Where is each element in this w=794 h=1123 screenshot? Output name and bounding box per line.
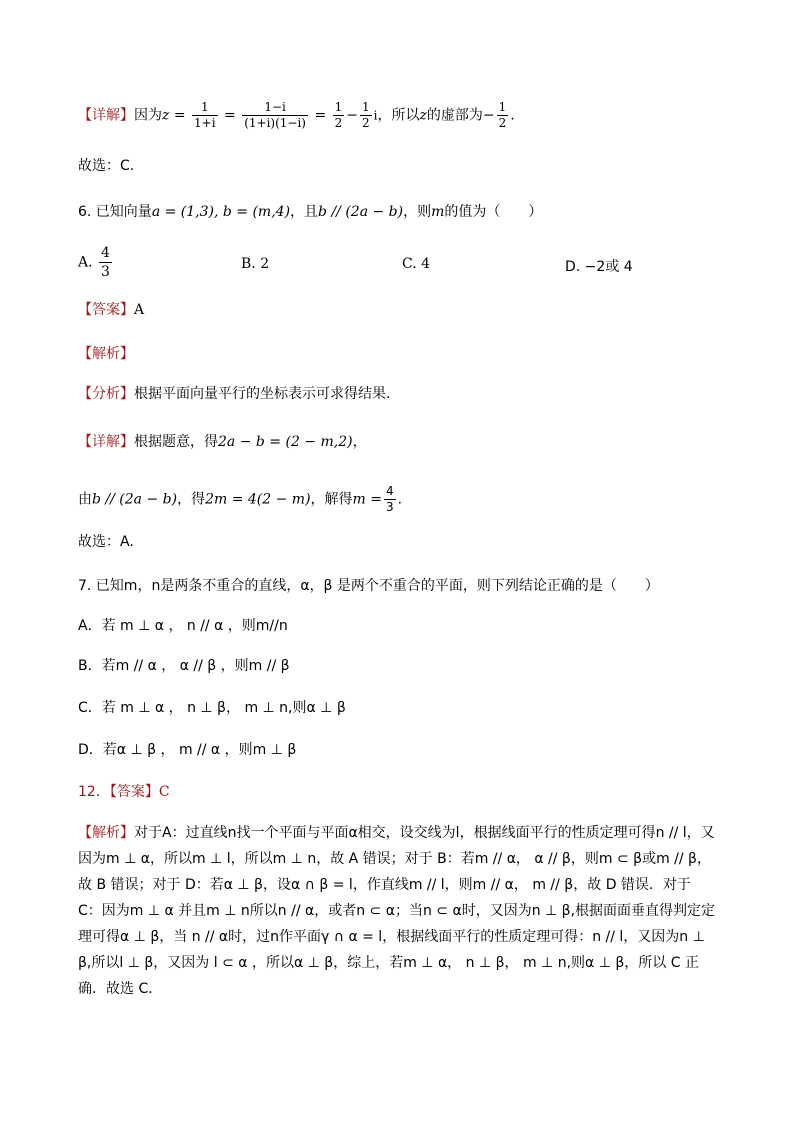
detail-end: ， bbox=[352, 434, 367, 450]
analysis-text: 对于A：过直线n找一个平面与平面α相交，设交线为l，根据线面平行的性质定理可得n // l，又因为m ⊥ α，所以m ⊥ l，所以m ⊥ n，故 A 错误；对于 B：若m // α， α // β，则m ⊂ β或m // β，故 B 错误；对于 D：若α ⊥ β，设α ∩ β = l，作直线m // l，则m // α， m // β，故 D 错误．对于 C：因为m ⊥ α 并且m ⊥ n所以n // α，或者n ⊂ α；当n ⊂ α时，又因为n ⊥ β,根据面面垂直得判定定理可得α ⊥ β，当 n // α时，过n作平面γ ∩ α = l，根据线面平行的性质定理可得：n // l，又因为n ⊥ β,所以l ⊥ β，又因为 l ⊂ α ，所以α ⊥ β，综上，若m ⊥ α， n ⊥ β， m ⊥ n,则α ⊥ β，所以 C 正确．故选 C． bbox=[78, 825, 716, 997]
detail-text: 根据题意，得 bbox=[134, 434, 218, 450]
q7-option-c: C．若 m ⊥ α ， n ⊥ β， m ⊥ n,则α ⊥ β bbox=[78, 700, 346, 716]
detail2-fraction: $\frac{4}{3}$ bbox=[386, 484, 394, 514]
q6-stem-mid2: ，则 bbox=[403, 204, 432, 220]
equals: = bbox=[173, 107, 186, 124]
q6-stem-prefix: 6. 已知向量 bbox=[78, 204, 152, 220]
q7-option-a: A．若 m ⊥ α ， n // α ，则m//n bbox=[78, 618, 288, 634]
q5-choice: 故选：C. bbox=[78, 158, 135, 174]
period: . bbox=[510, 107, 515, 124]
fraction-1: $\frac{1}{1+i}$ bbox=[194, 100, 216, 130]
q6-choice: 故选：A. bbox=[78, 534, 134, 550]
q6-option-d: D. −2或 4 bbox=[565, 259, 633, 275]
q6-stem-math2: b // (2a − b) bbox=[318, 204, 404, 220]
detail-tag: 【详解】 bbox=[78, 434, 134, 450]
q6-stem bbox=[78, 202, 542, 222]
imag-unit: i bbox=[373, 108, 378, 123]
q6-option-a: A. $\frac{4}{3}$ bbox=[78, 245, 110, 280]
q6-stem-mid: ，且 bbox=[290, 204, 319, 220]
detail-text-3: 的虚部为 bbox=[426, 107, 483, 124]
detail2-m: m = bbox=[352, 491, 383, 508]
fraction-3: $\frac{1}{2}$ bbox=[334, 100, 343, 130]
detail-text-2: ，所以 bbox=[377, 107, 420, 124]
answer-value: A bbox=[134, 302, 145, 318]
q7-option-b: B．若m // α ， α // β ，则m // β bbox=[78, 658, 290, 674]
q6-fenxi bbox=[78, 384, 390, 404]
detail2-text-1: 由 bbox=[78, 491, 92, 508]
detail-math: 2a − b = (2 − m,2) bbox=[218, 434, 353, 450]
q6-detail-1 bbox=[78, 432, 367, 452]
fraction-5: $\frac{1}{2}$ bbox=[498, 100, 507, 130]
detail2-math-2: 2m = 4(2 − m) bbox=[205, 491, 311, 508]
detail2-end: . bbox=[397, 491, 403, 508]
q7-option-d: D．若α ⊥ β ， m // α ，则m ⊥ β bbox=[78, 742, 297, 758]
fraction-2: $\frac{1-i}{(1+i)(1-i)}$ bbox=[244, 100, 306, 130]
q6-option-a-fraction: $\frac{4}{3}$ bbox=[101, 245, 110, 280]
minus: − bbox=[346, 107, 358, 124]
q7-analysis bbox=[78, 820, 718, 1002]
detail2-text-3: ，解得 bbox=[310, 491, 353, 508]
q5-detail-line bbox=[78, 100, 515, 131]
answer-value: C bbox=[158, 784, 170, 800]
fenxi-text: 根据平面向量平行的坐标表示可求得结果. bbox=[134, 386, 391, 402]
minus-2: − bbox=[482, 107, 495, 124]
equals: = bbox=[314, 107, 327, 124]
answer-tag: 12．【答案】 bbox=[78, 784, 159, 800]
answer-tag: 【答案】 bbox=[78, 302, 134, 318]
equals: = bbox=[224, 107, 236, 124]
q6-analysis-tag: 【解析】 bbox=[78, 346, 134, 362]
q6-stem-end: 的值为（ ） bbox=[444, 204, 543, 220]
q6-option-b: B. 2 bbox=[241, 256, 270, 272]
analysis-tag: 【解析】 bbox=[78, 825, 134, 841]
detail2-math-1: b // (2a − b) bbox=[92, 491, 178, 508]
var-z: z bbox=[162, 107, 170, 124]
fenxi-tag: 【分析】 bbox=[78, 386, 134, 402]
q6-option-c: C. 4 bbox=[402, 256, 431, 272]
q6-answer bbox=[78, 300, 144, 320]
detail2-text-2: ，得 bbox=[177, 491, 206, 508]
q6-detail-2 bbox=[78, 484, 402, 515]
q7-stem: 7. 已知m，n是两条不重合的直线，α，β 是两个不重合的平面，则下列结论正确的是（ ） bbox=[78, 578, 659, 594]
q7-answer bbox=[78, 782, 170, 802]
fraction-4: $\frac{1}{2}$ bbox=[362, 100, 370, 130]
detail-text: 因为 bbox=[134, 107, 162, 124]
var-z-2: z bbox=[419, 107, 427, 124]
q6-var-m: m bbox=[431, 204, 445, 220]
detail-tag: 【详解】 bbox=[78, 107, 134, 124]
q6-stem-math: a = (1,3), b = (m,4) bbox=[151, 204, 291, 220]
